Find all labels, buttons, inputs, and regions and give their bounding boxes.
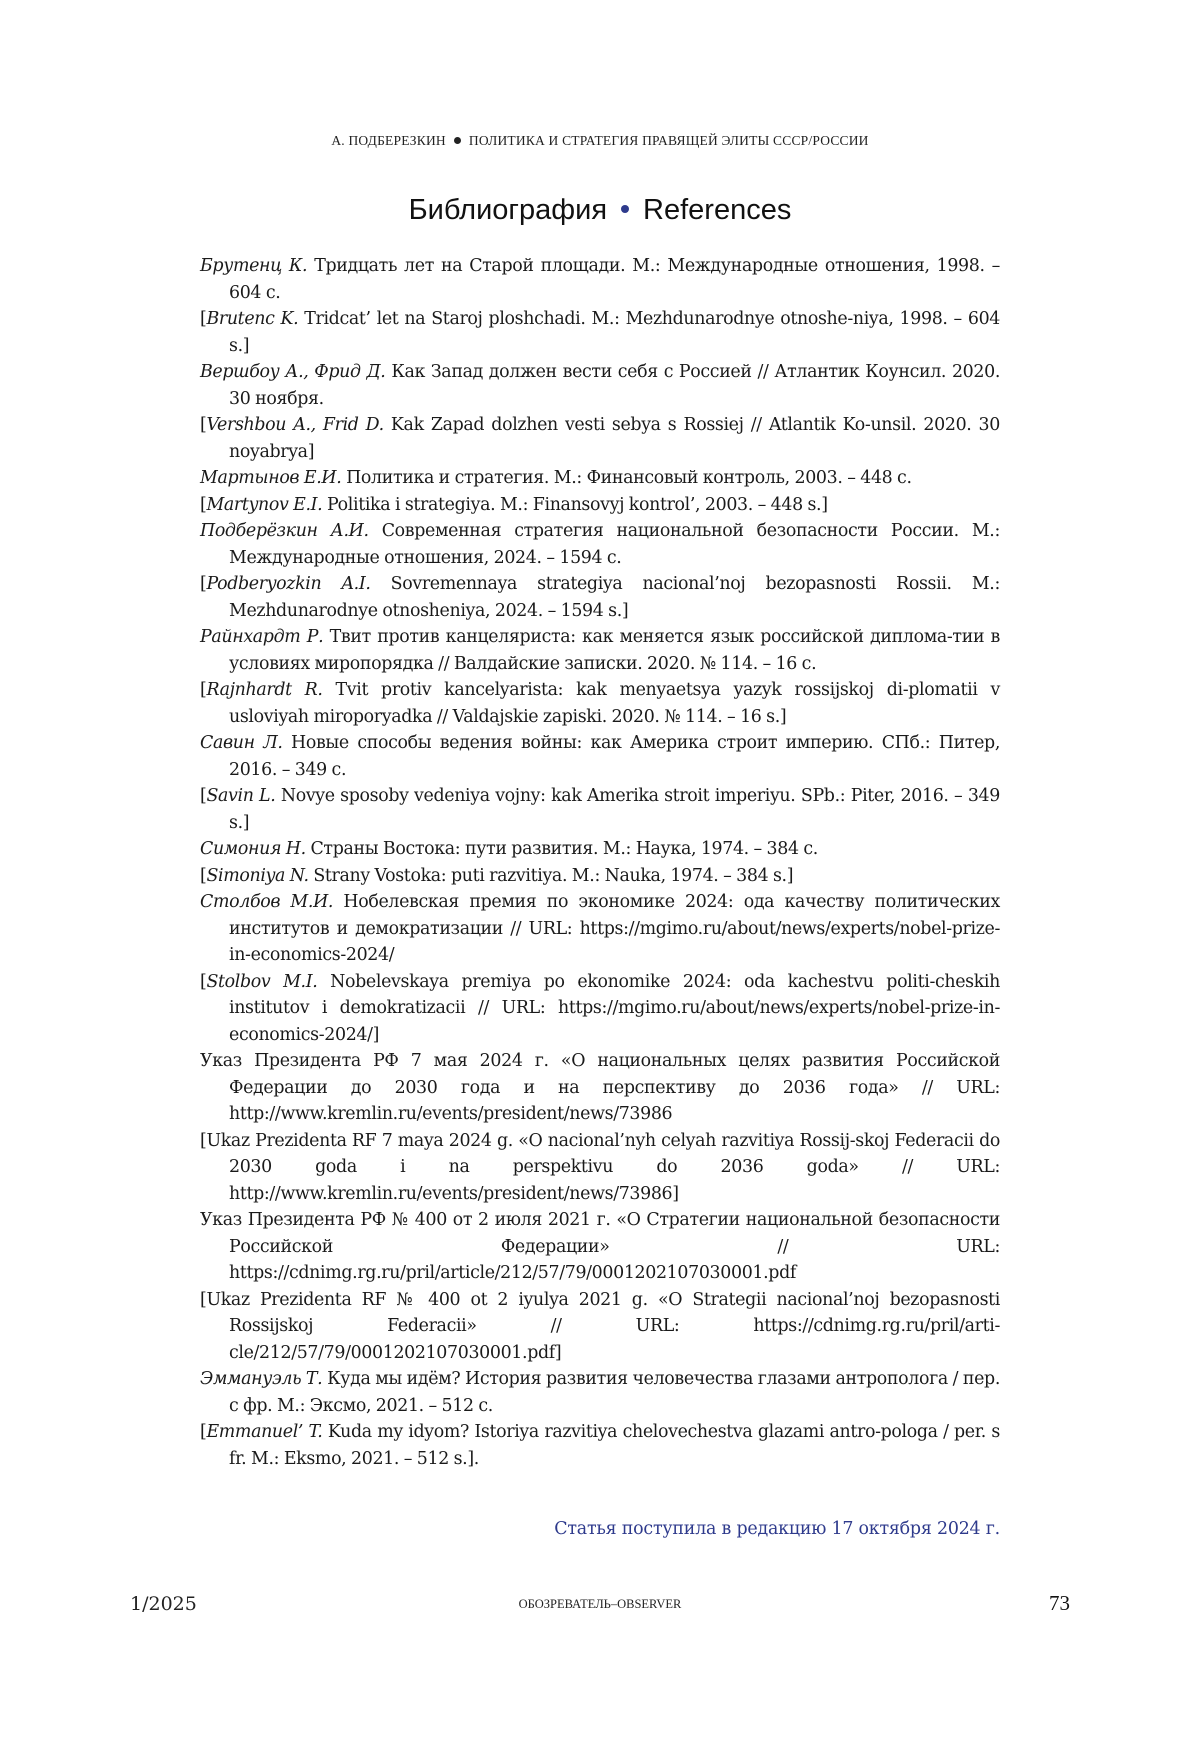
reference-text: Sovremennaya strategiya nacional’noj bezopasnosti Rossii. M.: Mezhdunarodnye otnosheniya, 2024. – 1594 s.] (229, 574, 1000, 621)
reference-entry (200, 1207, 1000, 1287)
reference-text: Указ Президента РФ 7 мая 2024 г. «О национальных целях развития Российской Федерации до 2030 года и на перспективу до 2036 года» // URL: http://www.kremlin.ru/events/president/news/73986 (200, 1051, 1000, 1124)
reference-entry (200, 518, 1000, 571)
reference-entry: [Emmanuel’ T. Kuda my idyom? Istoriya razvitiya chelovechestva glazami antro-pologa / per. s fr. M.: Eksmo, 2021. – 512 s.]. (200, 1419, 1000, 1472)
reference-author: Brutenc K. (206, 309, 298, 329)
reference-entry (200, 889, 1000, 969)
reference-author: Savin L. (206, 786, 275, 806)
bullet-dot-icon (454, 137, 461, 144)
reference-author: Stolbov M.I. (206, 972, 317, 992)
reference-author: Подберёзкин А.И. (200, 521, 369, 541)
reference-entry: [Rajnhardt R. Tvit protiv kancelyarista: kak menyaetsya yazyk rossijskoj di-plomatii v usloviyah miroporyadka // Valdajskie zapiski. 2020. № 114. – 16 s.] (200, 677, 1000, 730)
reference-text: Novye sposoby vedeniya vojny: kak Amerika stroit imperiyu. SPb.: Piter, 2016. – 349 s.] (229, 786, 1000, 833)
reference-text: Твит против канцеляриста: как меняется язык российской диплома-тии в условиях миропорядка // Валдайские записки. 2020. № 114. – 16 с. (229, 627, 1000, 674)
reference-author: Брутенц К. (200, 256, 307, 276)
reference-author: Райнхардт Р. (200, 627, 323, 647)
reference-entry: [Ukaz Prezidenta RF № 400 ot 2 iyulya 2021 g. «O Strategii nacional’noj bezopasnosti Rossijskoj Federacii» // URL: https://cdnimg.rg.ru/pril/arti-cle/212/57/79/0001202107030001.pdf] (200, 1287, 1000, 1367)
bullet-dot-icon (621, 205, 629, 213)
reference-entry: [Stolbov M.I. Nobelevskaya premiya po ekonomike 2024: oda kachestvu politi-cheskih institutov i demokratizacii // URL: https://mgimo.ru/about/news/experts/nobel-prize-in-economics-2024/] (200, 969, 1000, 1049)
reference-entry: [Ukaz Prezidenta RF 7 maya 2024 g. «O nacional’nyh celyah razvitiya Rossij-skoj Federacii do 2030 goda i na perspektivu do 2036 goda» // URL: http://www.kremlin.ru/events/president/news/73986] (200, 1128, 1000, 1208)
section-title-en: References (643, 194, 791, 226)
reference-entry: [Martynov E.I. Politika i strategiya. M.: Finansovyj kontrol’, 2003. – 448 s.] (200, 492, 1000, 519)
reference-text: Нобелевская премия по экономике 2024: ода качеству политических институтов и демократизации // URL: https://mgimo.ru/about/news/experts/nobel-prize-in-economics-2024/ (229, 892, 1000, 965)
reference-author: Vershbou A., Frid D. (206, 415, 383, 435)
reference-text: Ukaz Prezidenta RF 7 maya 2024 g. «O nacional’nyh celyah razvitiya Rossij-skoj Federacii do 2030 goda i na perspektivu do 2036 goda» // URL: http://www.kremlin.ru/events/president/news/73986] (206, 1131, 1000, 1204)
reference-text: Ukaz Prezidenta RF № 400 ot 2 iyulya 2021 g. «O Strategii nacional’noj bezopasnosti Rossijskoj Federacii» // URL: https://cdnimg.rg.ru/pril/arti-cle/212/57/79/0001202107030001.pdf] (206, 1290, 1000, 1363)
footer-journal-name: ОБОЗРЕВАТЕЛЬ–OBSERVER (0, 1597, 1200, 1612)
running-head (0, 133, 1200, 149)
reference-entry (200, 465, 1000, 492)
reference-author: Emmanuel’ T. (206, 1422, 322, 1442)
reference-author: Симония Н. (200, 839, 306, 859)
footer-page-number: 73 (1049, 1591, 1070, 1616)
reference-text: Новые способы ведения войны: как Америка строит империю. СПб.: Питер, 2016. – 349 с. (229, 733, 1000, 780)
reference-entry: [Brutenc K. Tridcat’ let na Staroj ploshchadi. M.: Mezhdunarodnye otnoshe-niya, 1998. – 604 s.] (200, 306, 1000, 359)
reference-text: Указ Президента РФ № 400 от 2 июля 2021 г. «О Стратегии национальной безопасности Российской Федерации» // URL: https://cdnimg.rg.ru/pril/article/212/57/79/0001202107030001.pdf (200, 1210, 1000, 1283)
reference-text: Tvit protiv kancelyarista: kak menyaetsya yazyk rossijskoj di-plomatii v usloviyah miroporyadka // Valdajskie zapiski. 2020. № 114. – 16 s.] (229, 680, 1000, 727)
reference-text: Tridcat’ let na Staroj ploshchadi. M.: Mezhdunarodnye otnoshe-niya, 1998. – 604 s.] (229, 309, 1000, 356)
reference-author: Martynov E.I. (206, 495, 322, 515)
reference-text: Страны Востока: пути развития. М.: Наука, 1974. – 384 с. (306, 839, 818, 859)
reference-entry (200, 1048, 1000, 1128)
reference-entry: [Podberyozkin A.I. Sovremennaya strategiya nacional’noj bezopasnosti Rossii. M.: Mezhdunarodnye otnosheniya, 2024. – 1594 s.] (200, 571, 1000, 624)
reference-list (200, 253, 1000, 1472)
reference-author: Rajnhardt R. (206, 680, 322, 700)
reference-author: Simoniya N. (206, 866, 308, 886)
reference-entry: [Savin L. Novye sposoby vedeniya vojny: kak Amerika stroit imperiyu. SPb.: Piter, 2016. – 349 s.] (200, 783, 1000, 836)
reference-author: Столбов М.И. (200, 892, 333, 912)
reference-author: Савин Л. (200, 733, 283, 753)
reference-text: Политика и стратегия. М.: Финансовый контроль, 2003. – 448 с. (341, 468, 911, 488)
reference-text: Как Запад должен вести себя с Россией // Атлантик Коунсил. 2020. 30 ноября. (229, 362, 1000, 409)
reference-entry (200, 836, 1000, 863)
reference-text: Kuda my idyom? Istoriya razvitiya chelovechestva glazami antro-pologa / per. s fr. M.: Eksmo, 2021. – 512 s.]. (229, 1422, 1000, 1469)
reference-author: Podberyozkin A.I. (206, 574, 370, 594)
reference-entry (200, 624, 1000, 677)
reference-author: Мартынов Е.И. (200, 468, 341, 488)
reference-entry (200, 1366, 1000, 1419)
reference-text: Куда мы идём? История развития человечества глазами антрополога / пер. с фр. М.: Эксмо, 2021. – 512 с. (229, 1369, 1000, 1416)
received-date-note: Статья поступила в редакцию 17 октября 2024 г. (554, 1519, 1000, 1539)
reference-text: Strany Vostoka: puti razvitiya. M.: Nauka, 1974. – 384 s.] (309, 866, 794, 886)
reference-text: Тридцать лет на Старой площади. М.: Международные отношения, 1998. – 604 с. (229, 256, 1000, 303)
running-head-title: ПОЛИТИКА И СТРАТЕГИЯ ПРАВЯЩЕЙ ЭЛИТЫ СССР/РОССИИ (469, 133, 869, 148)
reference-text: Nobelevskaya premiya po ekonomike 2024: oda kachestvu politi-cheskih institutov i demokratizacii // URL: https://mgimo.ru/about/news/experts/nobel-prize-in-economics-2024/] (229, 972, 1000, 1045)
reference-entry (200, 253, 1000, 306)
reference-author: Вершбоу А., Фрид Д. (200, 362, 385, 382)
section-title (0, 194, 1200, 227)
reference-entry: [Simoniya N. Strany Vostoka: puti razvitiya. M.: Nauka, 1974. – 384 s.] (200, 863, 1000, 890)
reference-text: Современная стратегия национальной безопасности России. М.: Международные отношения, 2024. – 1594 с. (229, 521, 1000, 568)
reference-text: Kak Zapad dolzhen vesti sebya s Rossiej // Atlantik Ko-unsil. 2020. 30 noyabrya] (229, 415, 1000, 462)
running-head-author: А. ПОДБЕРЕЗКИН (331, 133, 446, 148)
reference-author: Эммануэль Т. (200, 1369, 322, 1389)
reference-text: Politika i strategiya. M.: Finansovyj kontrol’, 2003. – 448 s.] (322, 495, 827, 515)
reference-entry (200, 359, 1000, 412)
footer-issue-number: 1/2025 (130, 1593, 197, 1615)
reference-entry: [Vershbou A., Frid D. Kak Zapad dolzhen vesti sebya s Rossiej // Atlantik Ko-unsil. 2020. 30 noyabrya] (200, 412, 1000, 465)
section-title-ru: Библиография (409, 194, 607, 226)
reference-entry (200, 730, 1000, 783)
